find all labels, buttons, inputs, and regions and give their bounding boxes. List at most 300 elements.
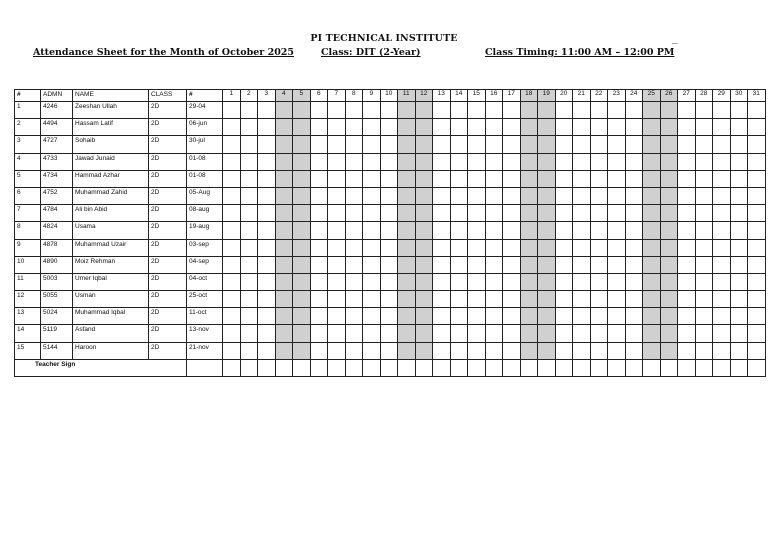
attendance-cell <box>485 308 503 325</box>
attendance-cell <box>608 136 626 153</box>
attendance-cell <box>748 256 766 273</box>
attendance-cell <box>748 273 766 290</box>
attendance-cell <box>695 342 713 359</box>
admission-date: 03-sep <box>187 239 223 256</box>
attendance-cell <box>555 170 573 187</box>
attendance-cell <box>625 256 643 273</box>
attendance-cell <box>275 291 293 308</box>
attendance-cell <box>468 187 486 204</box>
attendance-cell <box>433 308 451 325</box>
attendance-cell <box>748 170 766 187</box>
table-row <box>15 153 766 170</box>
attendance-cell <box>345 342 363 359</box>
attendance-cell <box>275 102 293 119</box>
attendance-cell <box>223 136 241 153</box>
attendance-cell <box>695 170 713 187</box>
attendance-cell <box>468 273 486 290</box>
header-dash: _ <box>672 34 678 45</box>
attendance-cell <box>293 170 311 187</box>
attendance-cell <box>433 102 451 119</box>
attendance-cell <box>590 256 608 273</box>
attendance-cell <box>730 187 748 204</box>
attendance-cell <box>643 153 661 170</box>
attendance-cell <box>590 187 608 204</box>
teacher-sign-cell <box>258 359 276 376</box>
day-header-14: 14 <box>450 90 468 102</box>
attendance-cell <box>748 222 766 239</box>
attendance-cell <box>363 187 381 204</box>
attendance-cell <box>223 170 241 187</box>
admission-date: 01-08 <box>187 153 223 170</box>
attendance-cell <box>433 119 451 136</box>
attendance-cell <box>310 222 328 239</box>
teacher-sign-cell <box>398 359 416 376</box>
admission-date: 19-aug <box>187 222 223 239</box>
attendance-cell <box>415 153 433 170</box>
attendance-cell <box>678 205 696 222</box>
admission-date: 01-08 <box>187 170 223 187</box>
day-header-7: 7 <box>328 90 346 102</box>
row-number: 8 <box>15 222 41 239</box>
attendance-cell <box>468 308 486 325</box>
attendance-cell <box>380 291 398 308</box>
attendance-cell <box>643 291 661 308</box>
day-header-3: 3 <box>258 90 276 102</box>
attendance-cell <box>345 102 363 119</box>
attendance-cell <box>398 119 416 136</box>
attendance-cell <box>258 256 276 273</box>
attendance-cell <box>660 239 678 256</box>
attendance-cell <box>328 273 346 290</box>
student-class: 2D <box>149 342 187 359</box>
student-name: Hassam Latif <box>73 119 149 136</box>
attendance-cell <box>643 239 661 256</box>
attendance-cell <box>363 325 381 342</box>
attendance-cell <box>310 205 328 222</box>
day-header-6: 6 <box>310 90 328 102</box>
attendance-cell <box>520 170 538 187</box>
student-class: 2D <box>149 222 187 239</box>
teacher-sign-cell <box>380 359 398 376</box>
attendance-cell <box>713 273 731 290</box>
attendance-cell <box>555 136 573 153</box>
attendance-cell <box>468 102 486 119</box>
day-header-11: 11 <box>398 90 416 102</box>
attendance-cell <box>555 187 573 204</box>
attendance-cell <box>328 153 346 170</box>
teacher-sign-cell <box>345 359 363 376</box>
attendance-cell <box>240 222 258 239</box>
attendance-cell <box>748 187 766 204</box>
teacher-sign-cell <box>450 359 468 376</box>
attendance-cell <box>345 273 363 290</box>
attendance-cell <box>625 291 643 308</box>
attendance-cell <box>660 342 678 359</box>
attendance-cell <box>625 308 643 325</box>
attendance-cell <box>730 325 748 342</box>
attendance-cell <box>258 153 276 170</box>
attendance-cell <box>468 153 486 170</box>
attendance-cell <box>415 119 433 136</box>
attendance-cell <box>433 153 451 170</box>
attendance-cell <box>433 205 451 222</box>
admission-date: 08-aug <box>187 205 223 222</box>
student-class: 2D <box>149 273 187 290</box>
attendance-cell <box>713 205 731 222</box>
attendance-cell <box>223 153 241 170</box>
attendance-cell <box>380 308 398 325</box>
table-row <box>15 205 766 222</box>
teacher-sign-cell <box>275 359 293 376</box>
attendance-cell <box>555 308 573 325</box>
attendance-cell <box>468 256 486 273</box>
attendance-cell <box>678 187 696 204</box>
attendance-cell <box>293 325 311 342</box>
row-number: 14 <box>15 325 41 342</box>
attendance-cell <box>345 136 363 153</box>
attendance-cell <box>310 256 328 273</box>
attendance-cell <box>520 102 538 119</box>
attendance-cell <box>275 325 293 342</box>
attendance-cell <box>730 136 748 153</box>
attendance-cell <box>555 273 573 290</box>
admission-date: 25-oct <box>187 291 223 308</box>
attendance-cell <box>485 291 503 308</box>
row-number: 15 <box>15 342 41 359</box>
attendance-cell <box>555 205 573 222</box>
attendance-cell <box>485 170 503 187</box>
attendance-cell <box>380 187 398 204</box>
attendance-cell <box>398 291 416 308</box>
attendance-cell <box>345 291 363 308</box>
attendance-cell <box>398 239 416 256</box>
row-number: 9 <box>15 239 41 256</box>
attendance-cell <box>328 256 346 273</box>
teacher-sign-date-cell <box>187 359 223 376</box>
attendance-cell <box>275 239 293 256</box>
attendance-cell <box>590 119 608 136</box>
admission-date: 11-oct <box>187 308 223 325</box>
attendance-cell <box>380 153 398 170</box>
student-class: 2D <box>149 153 187 170</box>
attendance-cell <box>660 187 678 204</box>
attendance-cell <box>730 342 748 359</box>
attendance-cell <box>608 325 626 342</box>
attendance-cell <box>345 119 363 136</box>
attendance-cell <box>590 273 608 290</box>
sheet-title: Attendance Sheet for the Month of October 2025 <box>33 47 295 58</box>
attendance-cell <box>275 205 293 222</box>
attendance-cell <box>643 136 661 153</box>
attendance-cell <box>520 325 538 342</box>
attendance-cell <box>625 342 643 359</box>
row-number: 1 <box>15 102 41 119</box>
attendance-cell <box>328 342 346 359</box>
attendance-cell <box>608 102 626 119</box>
attendance-cell <box>625 153 643 170</box>
admission-number: 4784 <box>41 205 73 222</box>
attendance-cell <box>730 273 748 290</box>
student-name: Haroon <box>73 342 149 359</box>
attendance-cell <box>468 291 486 308</box>
attendance-cell <box>328 170 346 187</box>
teacher-sign-cell <box>748 359 766 376</box>
row-number: 10 <box>15 256 41 273</box>
attendance-cell <box>415 222 433 239</box>
attendance-cell <box>275 308 293 325</box>
attendance-cell <box>678 256 696 273</box>
student-name: Umer Iqbal <box>73 273 149 290</box>
attendance-cell <box>450 136 468 153</box>
attendance-cell <box>258 187 276 204</box>
attendance-cell <box>608 342 626 359</box>
teacher-sign-cell <box>608 359 626 376</box>
attendance-cell <box>660 273 678 290</box>
attendance-cell <box>748 291 766 308</box>
attendance-cell <box>275 119 293 136</box>
attendance-cell <box>520 308 538 325</box>
attendance-cell <box>310 342 328 359</box>
teacher-sign-cell <box>590 359 608 376</box>
attendance-cell <box>520 239 538 256</box>
attendance-cell <box>643 308 661 325</box>
attendance-cell <box>275 136 293 153</box>
col-header-name: NAME <box>73 90 149 102</box>
teacher-sign-cell <box>660 359 678 376</box>
day-header-9: 9 <box>363 90 381 102</box>
attendance-cell <box>468 239 486 256</box>
teacher-sign-cell <box>328 359 346 376</box>
attendance-cell <box>608 222 626 239</box>
day-header-29: 29 <box>713 90 731 102</box>
attendance-cell <box>485 119 503 136</box>
attendance-cell <box>258 170 276 187</box>
attendance-cell <box>555 239 573 256</box>
attendance-cell <box>363 205 381 222</box>
attendance-cell <box>678 222 696 239</box>
attendance-cell <box>678 325 696 342</box>
attendance-cell <box>415 187 433 204</box>
attendance-cell <box>398 170 416 187</box>
attendance-cell <box>223 205 241 222</box>
attendance-cell <box>450 205 468 222</box>
attendance-cell <box>258 273 276 290</box>
student-name: Hammad Azhar <box>73 170 149 187</box>
attendance-cell <box>520 119 538 136</box>
student-name: Muhammad Uzair <box>73 239 149 256</box>
attendance-cell <box>695 256 713 273</box>
table-row <box>15 239 766 256</box>
attendance-cell <box>415 170 433 187</box>
attendance-cell <box>240 239 258 256</box>
day-header-31: 31 <box>748 90 766 102</box>
student-name: Muhammad Iqbal <box>73 308 149 325</box>
attendance-cell <box>573 119 591 136</box>
attendance-cell <box>363 153 381 170</box>
attendance-cell <box>310 170 328 187</box>
admission-date: 13-nov <box>187 325 223 342</box>
attendance-cell <box>398 222 416 239</box>
attendance-cell <box>240 273 258 290</box>
col-header-class: CLASS <box>149 90 187 102</box>
attendance-cell <box>310 325 328 342</box>
attendance-cell <box>345 153 363 170</box>
attendance-cell <box>503 205 521 222</box>
attendance-cell <box>468 222 486 239</box>
day-header-13: 13 <box>433 90 451 102</box>
day-header-2: 2 <box>240 90 258 102</box>
day-header-18: 18 <box>520 90 538 102</box>
student-name: Ali bin Abid <box>73 205 149 222</box>
student-name: Asfand <box>73 325 149 342</box>
attendance-cell <box>678 153 696 170</box>
student-name: Muhammad Zahid <box>73 187 149 204</box>
row-number: 13 <box>15 308 41 325</box>
attendance-cell <box>415 291 433 308</box>
attendance-cell <box>398 136 416 153</box>
attendance-cell <box>310 291 328 308</box>
attendance-cell <box>415 342 433 359</box>
attendance-cell <box>310 187 328 204</box>
attendance-cell <box>643 256 661 273</box>
attendance-cell <box>748 102 766 119</box>
attendance-cell <box>625 119 643 136</box>
attendance-cell <box>678 308 696 325</box>
attendance-cell <box>275 342 293 359</box>
student-name: Sohaib <box>73 136 149 153</box>
teacher-sign-cell <box>240 359 258 376</box>
attendance-cell <box>433 136 451 153</box>
attendance-cell <box>503 222 521 239</box>
attendance-cell <box>328 136 346 153</box>
attendance-cell <box>485 256 503 273</box>
student-class: 2D <box>149 325 187 342</box>
attendance-cell <box>240 205 258 222</box>
attendance-cell <box>590 308 608 325</box>
attendance-cell <box>503 342 521 359</box>
attendance-cell <box>713 102 731 119</box>
admission-date: 04-oct <box>187 273 223 290</box>
attendance-cell <box>538 256 556 273</box>
admission-number: 4733 <box>41 153 73 170</box>
col-header-num: # <box>15 90 41 102</box>
attendance-cell <box>293 119 311 136</box>
attendance-cell <box>258 222 276 239</box>
admission-date: 06-jun <box>187 119 223 136</box>
attendance-cell <box>450 222 468 239</box>
attendance-cell <box>625 239 643 256</box>
attendance-cell <box>433 222 451 239</box>
attendance-cell <box>503 308 521 325</box>
attendance-cell <box>555 102 573 119</box>
attendance-cell <box>538 205 556 222</box>
attendance-cell <box>485 187 503 204</box>
attendance-cell <box>643 205 661 222</box>
attendance-cell <box>293 222 311 239</box>
admission-date: 21-nov <box>187 342 223 359</box>
attendance-cell <box>678 342 696 359</box>
admission-number: 4752 <box>41 187 73 204</box>
attendance-cell <box>485 325 503 342</box>
attendance-cell <box>293 342 311 359</box>
row-number: 3 <box>15 136 41 153</box>
attendance-cell <box>328 325 346 342</box>
student-name: Zeeshan Ullah <box>73 102 149 119</box>
attendance-cell <box>275 187 293 204</box>
day-header-10: 10 <box>380 90 398 102</box>
admission-number: 5024 <box>41 308 73 325</box>
attendance-cell <box>310 153 328 170</box>
attendance-cell <box>713 153 731 170</box>
attendance-cell <box>415 136 433 153</box>
attendance-cell <box>748 205 766 222</box>
attendance-cell <box>345 205 363 222</box>
attendance-cell <box>538 170 556 187</box>
attendance-cell <box>520 136 538 153</box>
attendance-cell <box>468 205 486 222</box>
day-header-8: 8 <box>345 90 363 102</box>
attendance-cell <box>713 342 731 359</box>
attendance-cell <box>503 239 521 256</box>
attendance-cell <box>713 239 731 256</box>
day-header-21: 21 <box>573 90 591 102</box>
attendance-cell <box>345 187 363 204</box>
teacher-sign-cell <box>363 359 381 376</box>
attendance-cell <box>695 273 713 290</box>
attendance-cell <box>433 170 451 187</box>
attendance-cell <box>240 153 258 170</box>
attendance-cell <box>538 308 556 325</box>
attendance-cell <box>223 239 241 256</box>
attendance-cell <box>573 256 591 273</box>
attendance-cell <box>660 119 678 136</box>
admission-number: 4494 <box>41 119 73 136</box>
attendance-cell <box>678 136 696 153</box>
attendance-cell <box>503 325 521 342</box>
table-row <box>15 119 766 136</box>
teacher-sign-cell <box>485 359 503 376</box>
attendance-cell <box>520 256 538 273</box>
attendance-cell <box>590 205 608 222</box>
attendance-cell <box>590 170 608 187</box>
attendance-cell <box>748 342 766 359</box>
attendance-cell <box>555 222 573 239</box>
attendance-cell <box>293 308 311 325</box>
table-row <box>15 187 766 204</box>
attendance-cell <box>678 273 696 290</box>
attendance-cell <box>258 136 276 153</box>
day-header-24: 24 <box>625 90 643 102</box>
attendance-cell <box>748 239 766 256</box>
attendance-cell <box>310 102 328 119</box>
student-class: 2D <box>149 239 187 256</box>
attendance-cell <box>398 187 416 204</box>
attendance-cell <box>730 256 748 273</box>
student-class: 2D <box>149 102 187 119</box>
attendance-cell <box>345 222 363 239</box>
attendance-cell <box>240 170 258 187</box>
attendance-cell <box>695 291 713 308</box>
attendance-cell <box>695 102 713 119</box>
table-row <box>15 342 766 359</box>
attendance-cell <box>625 136 643 153</box>
teacher-sign-cell <box>625 359 643 376</box>
row-number: 11 <box>15 273 41 290</box>
student-class: 2D <box>149 136 187 153</box>
admission-date: 29-04 <box>187 102 223 119</box>
attendance-cell <box>363 136 381 153</box>
attendance-cell <box>345 325 363 342</box>
